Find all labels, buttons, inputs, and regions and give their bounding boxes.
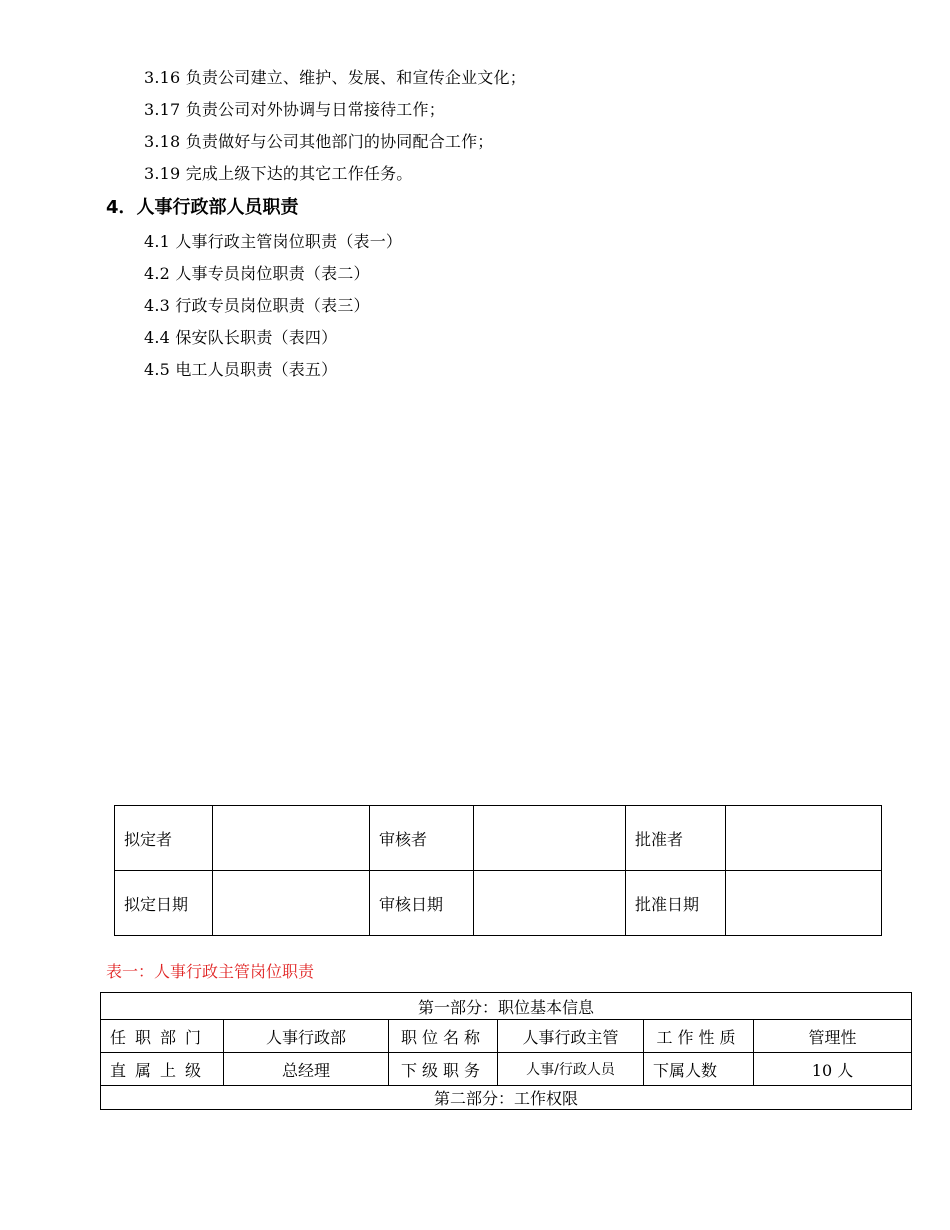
duty-3-18: 3.18 负责做好与公司其他部门的协同配合工作； — [144, 132, 494, 151]
duty-3-17: 3.17 负责公司对外协调与日常接待工作； — [144, 100, 445, 119]
review-date-label: 审核日期 — [370, 871, 474, 936]
headcount-value: 10 人 — [754, 1053, 912, 1086]
part-1-title: 第一部分：职位基本信息 — [101, 993, 912, 1020]
approval-row-dates — [115, 871, 882, 936]
part-2-row — [101, 1086, 912, 1110]
drafter-value-cell[interactable] — [213, 806, 370, 871]
reviewer-label: 审核者 — [370, 806, 474, 871]
approver-label: 批准者 — [626, 806, 726, 871]
part-2-title: 第二部分：工作权限 — [101, 1086, 912, 1110]
part-1-row — [101, 993, 912, 1020]
dept-label: 任职部门 — [101, 1020, 224, 1053]
nature-value: 管理性 — [754, 1020, 912, 1053]
job-info-table — [100, 992, 912, 1110]
info-row-1 — [101, 1020, 912, 1053]
approver-value-cell[interactable] — [726, 806, 882, 871]
subordinate-value: 人事/行政人员 — [498, 1053, 644, 1086]
section-4-item-1: 4.1 人事行政主管岗位职责（表一） — [144, 232, 403, 251]
approve-date-label: 批准日期 — [626, 871, 726, 936]
dept-value: 人事行政部 — [224, 1020, 389, 1053]
approval-row-names — [115, 806, 882, 871]
section-4-item-2: 4.2 人事专员岗位职责（表二） — [144, 264, 370, 283]
position-label: 职位名称 — [389, 1020, 498, 1053]
approve-date-value-cell[interactable] — [726, 871, 882, 936]
drafter-label: 拟定者 — [115, 806, 213, 871]
section-4-item-3: 4.3 行政专员岗位职责（表三） — [144, 296, 370, 315]
superior-value: 总经理 — [224, 1053, 389, 1086]
duty-3-16: 3.16 负责公司建立、维护、发展、和宣传企业文化； — [144, 68, 526, 87]
approval-table — [114, 805, 882, 936]
info-row-2 — [101, 1053, 912, 1086]
duty-3-19: 3.19 完成上级下达的其它工作任务。 — [144, 164, 413, 183]
superior-label: 直属上级 — [101, 1053, 224, 1086]
section-4-item-5: 4.5 电工人员职责（表五） — [144, 360, 338, 379]
review-date-value-cell[interactable] — [474, 871, 626, 936]
section-4-item-4: 4.4 保安队长职责（表四） — [144, 328, 338, 347]
nature-label: 工作性质 — [644, 1020, 754, 1053]
reviewer-value-cell[interactable] — [474, 806, 626, 871]
draft-date-label: 拟定日期 — [115, 871, 213, 936]
subordinate-label: 下级职务 — [389, 1053, 498, 1086]
table-1-caption: 表一：人事行政主管岗位职责 — [106, 962, 315, 981]
section-4-heading: 4．人事行政部人员职责 — [106, 197, 299, 218]
position-value: 人事行政主管 — [498, 1020, 644, 1053]
headcount-label: 下属人数 — [644, 1053, 754, 1086]
draft-date-value-cell[interactable] — [213, 871, 370, 936]
